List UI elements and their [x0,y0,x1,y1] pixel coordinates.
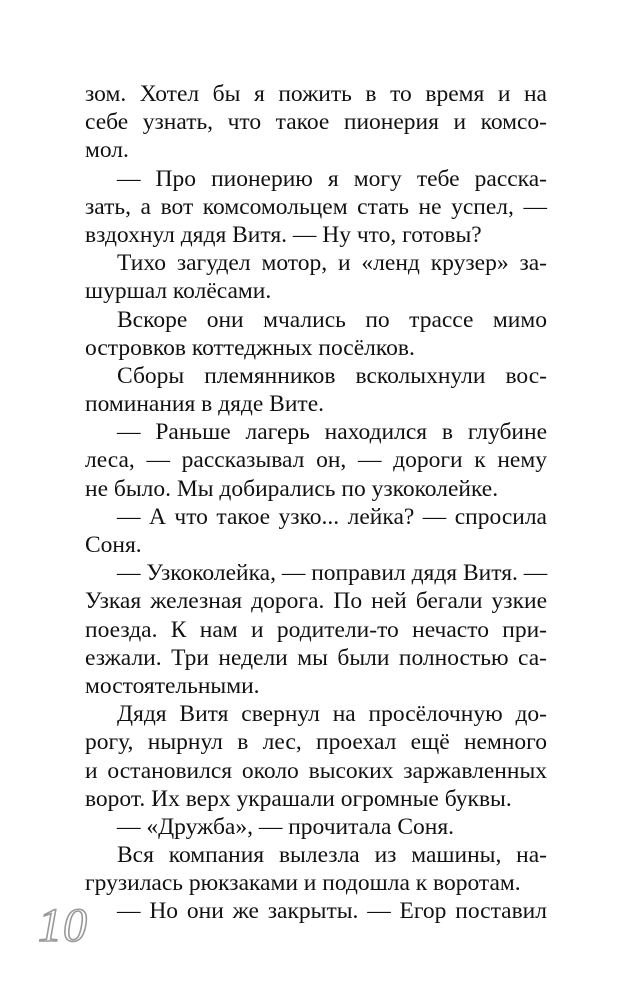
text-line: мол. [85,137,129,164]
text-line: рогу, нырнул в лес, проехал ещё немного [85,729,547,756]
text-line: Вся компания вылезла из машины, на- [117,842,547,869]
text-line: островков коттеджных посёлков. [85,334,415,361]
text-line: Вскоре они мчались по трассе мимо [117,306,547,333]
text-line: и остановился около высоких заржавленных [85,757,547,784]
text-line: Тихо загудел мотор, и «ленд крузер» за- [117,250,547,277]
text-line: — А что такое узко... лейка? — спросила [117,503,547,530]
text-line: зом. Хотел бы я пожить в то время и на [85,81,547,107]
text-line: — Но они же закрыты. — Егор поставил [117,898,547,925]
text-line: леса, — рассказывал он, — дороги к нему [85,447,547,474]
text-line: вздохнул дядя Витя. — Ну что, готовы? [85,221,482,248]
text-line: поминания в дяде Вите. [85,391,324,418]
body-text [85,80,547,926]
text-line: поезда. К нам и родители-то нечасто при- [85,616,547,643]
text-line: ворот. Их верх украшали огромные буквы. [85,785,512,812]
text-line: Дядя Витя свернул на просёлочную до- [117,701,547,728]
text-line: — Узкоколейка, — поправил дядя Витя. — [117,560,548,587]
text-line: езжали. Три недели мы были полностью са- [85,644,547,671]
text-line: шуршал колёсами. [85,278,272,305]
text-line: не было. Мы добирались по узкоколейке. [85,475,499,502]
text-line: Узкая железная дорога. По ней бегали узкие [85,588,547,615]
text-line: — Про пионерию я могу тебе расска- [117,165,547,192]
text-line: Сборы племянников всколыхнули вос- [117,362,547,389]
page-number: 10 [38,899,88,952]
text-line: Соня. [85,532,142,558]
text-line: мостоятельными. [85,672,260,699]
text-line: себе узнать, что такое пионерия и комсо- [85,109,547,136]
text-line: — Раньше лагерь находился в глубине [117,419,547,446]
text-line: зать, а вот комсомольцем стать не успел, — [85,193,547,220]
text-line: грузилась рюкзаками и подошла к воротам. [85,870,521,897]
text-line: — «Дружба», — прочитала Соня. [117,813,454,840]
